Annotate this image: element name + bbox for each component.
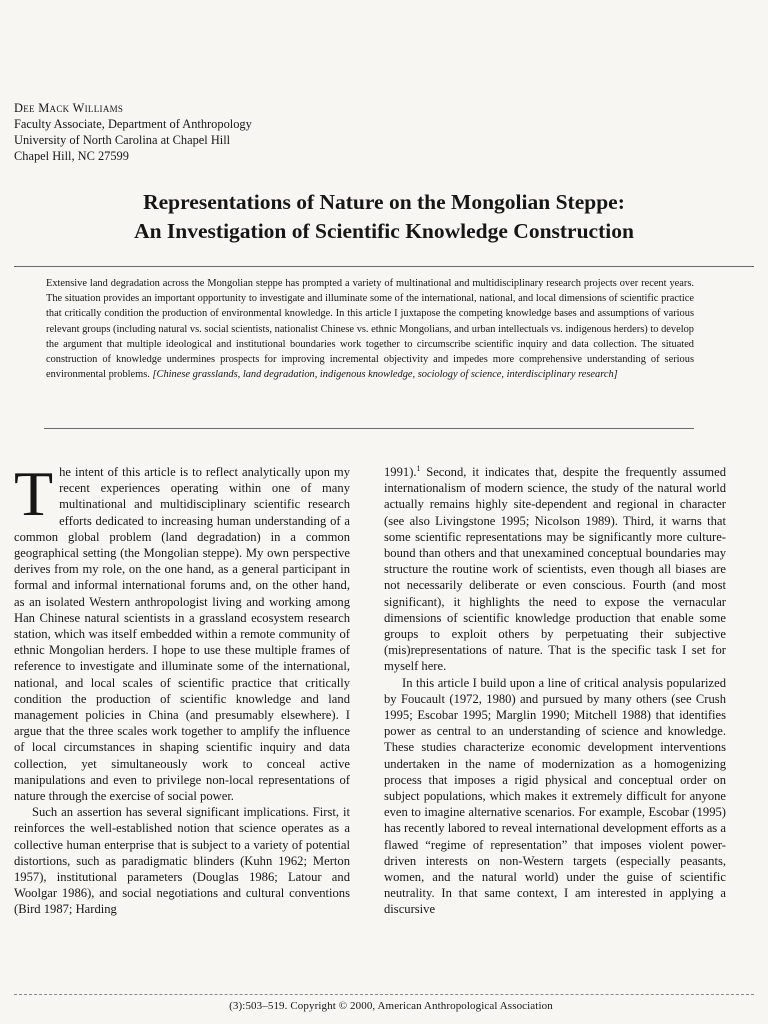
title-line-1: Representations of Nature on the Mongolian Steppe: xyxy=(143,190,625,214)
title-line-2: An Investigation of Scientific Knowledge Construction xyxy=(134,219,634,243)
article-title xyxy=(0,188,768,246)
body-paragraph-3: In this article I build upon a line of critical analysis popularized by Foucault (1972, 1980) and pursued by many others (see Crush 1995; Escobar 1995; Marglin 1990; Mitchell 1988) that identifies power as central to an understanding of science and knowledge. These studies characterize economic development interventions undertaken in the name of modernization as a homogenizing process that imposes a rigid physical and conceptual order on subject populations, which makes it extremely difficult for anyone even to imagine alternative scenarios. For example, Escobar (1995) has recently labored to reveal international development efforts as a flawed “regime of representation” that imposes violent power-driven interests on non-Western targets (especially peasants, women, and the natural world) under the guise of scientific neutrality. In that same context, I am interested in applying a discursive xyxy=(384,675,726,917)
paragraph-2-cont-rest: Second, it indicates that, despite the frequently assumed internationalism of modern science, the study of the natural world actually remains highly site-dependent and regional in character (see also Livingstone 1995; Nicolson 1989). Third, it warns that some scientific representations may be significantly more culture-bound than others and that unexamined conceptual boundaries may structure the routine work of scientists, even though all biases are not necessarily deliberate or even conscious. Fourth (and most significant), it highlights the need to expose the vernacular dimensions of scientific knowledge production that enable some groups to exploit others by perpetuating their subjective (mis)representations of nature. That is the specific task I set for myself here. xyxy=(384,465,726,674)
abstract-top-rule xyxy=(14,266,754,267)
abstract xyxy=(46,276,694,382)
body-column-right xyxy=(384,464,726,918)
author-position: Faculty Associate, Department of Anthropology xyxy=(14,117,252,131)
footnote-marker: 1 xyxy=(416,463,421,473)
body-paragraph-2-continued xyxy=(384,464,726,675)
page-footer xyxy=(0,1000,768,1012)
body-paragraph-2: Such an assertion has several significant implications. First, it reinforces the well-established notion that science operates as a collective human enterprise that is subject to a variety of potential distortions, such as paradigmatic blinders (Kuhn 1962; Merton 1957), institutional parameters (Douglas 1986; Latour and Woolgar 1986), and social negotiations and cultural conventions (Bird 1987; Harding xyxy=(14,805,350,917)
abstract-keywords: [Chinese grasslands, land degradation, indigenous knowledge, sociology of science, interdisciplinary research] xyxy=(152,369,618,381)
abstract-bottom-rule xyxy=(44,428,694,429)
drop-cap: T xyxy=(14,458,54,529)
author-block xyxy=(14,100,414,164)
body-paragraph-1 xyxy=(14,458,350,804)
paragraph-2-cont-start: 1991). xyxy=(384,465,417,479)
footer-citation: (3):503–519. Copyright © 2000, American Anthropological Association xyxy=(229,1000,553,1012)
paragraph-1-text: he intent of this article is to reflect analytically upon my recent experiences operating within one of many multinational and multidisciplinary scientific research efforts dedicated to increasing human understanding of a common global problem (land degradation) in a common geographical setting (the Mongolian steppe). My own perspective derives from my role, on the one hand, as a general participant in formal and informal international forums and, on the other hand, as an isolated Western anthropologist living and working among Han Chinese natural scientists in a grassland ecosystem research station, which was itself embedded within a remote community of ethnic Mongolian herders. I hope to use these multiple frames of reference to investigate and illuminate some of the international, national, and local scales of scientific practice that critically condition the production of scientific knowledge and land management policies in China (and presumably elsewhere). I argue that the three scales work together to amplify the influence of local circumstances in shaping scientific inquiry and data collection, yet simultaneously work to conceal active manipulations and even to privilege non-local representations of nature through the exercise of social power. xyxy=(14,465,350,804)
body-column-left xyxy=(14,458,350,918)
footer-rule xyxy=(14,994,754,995)
abstract-text: Extensive land degradation across the Mongolian steppe has prompted a variety of multinational and multidisciplinary research projects over recent years. The situation provides an important opportunity to investigate and illuminate some of the international, national, and local dimensions of scientific practice that critically condition the production of environmental knowledge. In this article I juxtapose the competing knowledge bases and assumptions of various relevant groups (including natural vs. social scientists, nationalist Chinese vs. ethnic Mongolians, and urban intellectuals vs. indigenous herders) to develop the argument that multiple ideological and institutional boundaries work together to circumscribe scientific inquiry and data collection. The situated construction of knowledge undermines prospects for improving incremental objectivity and impedes more comprehensive understanding of serious environmental problems. xyxy=(46,278,694,381)
author-location: Chapel Hill, NC 27599 xyxy=(14,149,129,163)
author-institution: University of North Carolina at Chapel Hill xyxy=(14,133,231,147)
author-name: Dee Mack Williams xyxy=(14,101,124,115)
